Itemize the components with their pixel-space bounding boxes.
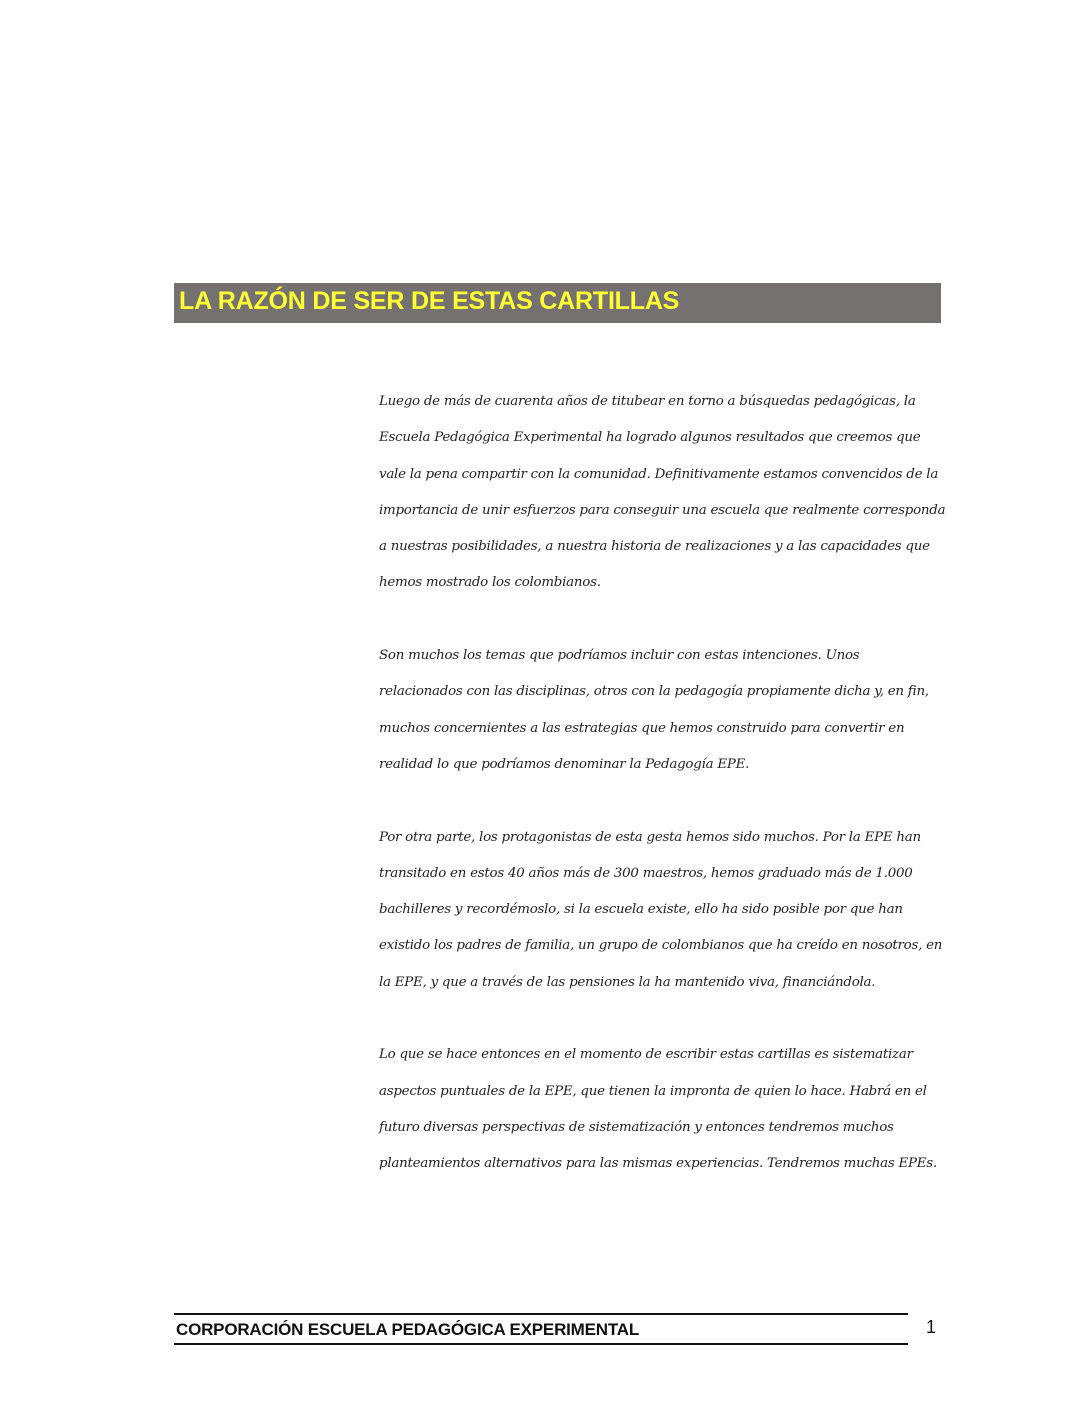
paragraph-spacer (379, 1001, 941, 1037)
text-line: Escuela Pedagógica Experimental ha logrado algunos resultados que creemos que (379, 430, 921, 446)
text-line: bachilleres y recordémoslo, si la escuela existe, ello ha sido posible por que han (379, 902, 903, 918)
footer-rule-top (174, 1313, 908, 1315)
text-line: existido los padres de familia, un grupo de colombianos que ha creído en nosotros, en (379, 938, 943, 954)
text-line: Son muchos los temas que podríamos incluir con estas intenciones. Unos (379, 648, 860, 664)
footer-rule-bottom (174, 1343, 908, 1345)
section-heading: LA RAZÓN DE SER DE ESTAS CARTILLAS (179, 287, 680, 315)
paragraph-spacer (379, 602, 941, 638)
paragraph-2 (379, 638, 941, 783)
text-line: muchos concernientes a las estrategias que hemos construido para convertir en (379, 720, 905, 736)
text-line-prefix: realidad lo que podríamos denominar la (379, 756, 646, 772)
page-number: 1 (926, 1317, 937, 1337)
text-line: futuro diversas perspectivas de sistematización y entonces tendremos muchos (379, 1119, 894, 1135)
text-line: hemos mostrado los colombianos. (379, 575, 601, 591)
text-line: importancia de unir esfuerzos para conseguir una escuela que realmente corresponda (379, 502, 946, 518)
body-text (379, 384, 946, 1183)
paragraph-1 (379, 384, 946, 602)
emphasized-term: Pedagogía EPE (645, 756, 746, 772)
text-line: a nuestras posibilidades, a nuestra historia de realizaciones y a las capacidades que (379, 539, 930, 555)
text-line: Luego de más de cuarenta años de titubear en torno a búsquedas pedagógicas, la (379, 394, 916, 409)
text-line: transitado en estos 40 años más de 300 maestros, hemos graduado más de 1.000 (379, 865, 913, 881)
paragraph-4 (379, 1037, 941, 1182)
paragraph-spacer (379, 783, 941, 819)
text-line: Lo que se hace entonces en el momento de escribir estas cartillas es sistematizar (379, 1047, 913, 1063)
text-line: la EPE, y que a través de las pensiones la ha mantenido viva, financiándola. (379, 974, 876, 990)
text-line-suffix: . (745, 756, 750, 772)
text-line (379, 747, 941, 783)
text-line: vale la pena compartir con la comunidad. Definitivamente estamos convencidos de la (379, 466, 939, 482)
paragraph-3 (379, 820, 941, 1001)
text-line: planteamientos alternativos para las mismas experiencias. Tendremos muchas EPEs. (379, 1156, 937, 1172)
text-line: relacionados con las disciplinas, otros con la pedagogía propiamente dicha y, en fin, (379, 684, 929, 700)
section-heading-bar (174, 283, 941, 323)
text-line: aspectos puntuales de la EPE, que tienen la impronta de quien lo hace. Habrá en el (379, 1083, 927, 1099)
text-line: Por otra parte, los protagonistas de esta gesta hemos sido muchos. Por la EPE han (379, 829, 921, 845)
footer-organization: CORPORACIÓN ESCUELA PEDAGÓGICA EXPERIMENTAL (176, 1320, 640, 1339)
